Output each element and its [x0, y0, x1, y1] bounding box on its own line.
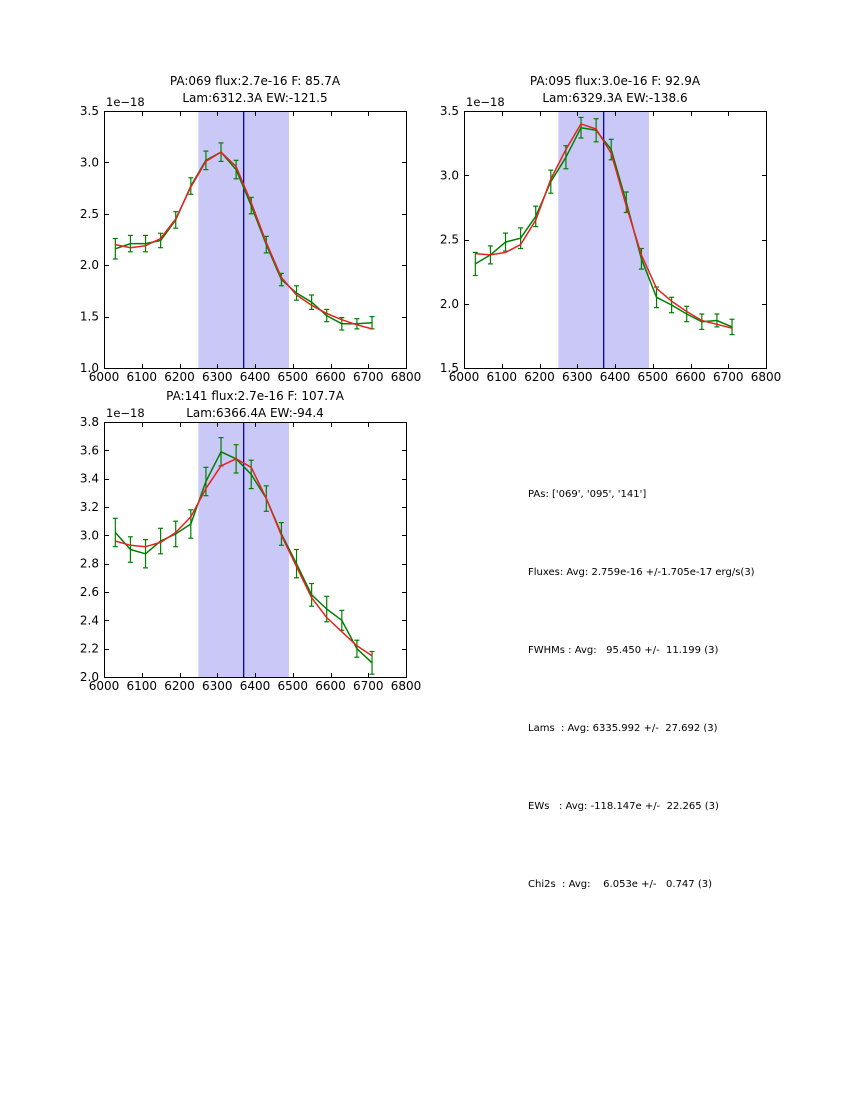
- y-tick-label: 2.0: [79, 670, 99, 684]
- stats-line-fwhms: FWHMs : Avg: 95.450 +/- 11.199 (3): [528, 645, 719, 656]
- plot2-y-offset-label: 1e−18: [466, 95, 505, 109]
- x-tick-label: 6300: [202, 370, 233, 384]
- x-tick-label: 6000: [448, 370, 480, 384]
- y-tick-label: 3.0: [439, 168, 459, 183]
- y-tick-label: 1.5: [439, 361, 459, 375]
- y-tick-label: 3.5: [79, 104, 99, 118]
- y-tick-label: 3.5: [439, 104, 459, 118]
- x-tick-label: 6700: [353, 370, 384, 384]
- x-tick-label: 6400: [239, 679, 271, 693]
- y-tick-label: 2.5: [79, 206, 99, 221]
- stats-line-fluxes: Fluxes: Avg: 2.759e-16 +/-1.705e-17 erg/s(3): [528, 567, 755, 578]
- y-tick-label: 3.2: [79, 500, 99, 514]
- plot1-title: [104, 73, 406, 107]
- x-tick-label: 6800: [390, 370, 422, 384]
- stats-line-lams: Lams : Avg: 6335.992 +/- 27.692 (3): [528, 723, 718, 734]
- x-tick-label: 6200: [524, 370, 555, 384]
- x-tick-label: 6700: [713, 370, 744, 384]
- x-tick-label: 6800: [390, 679, 422, 693]
- plot1-title-line2: Lam:6312.3A EW:-121.5: [182, 91, 328, 105]
- x-tick-label: 6500: [637, 370, 669, 384]
- x-tick-label: 6100: [126, 679, 158, 693]
- y-tick-label: 3.0: [79, 155, 99, 170]
- x-tick-label: 6200: [164, 679, 195, 693]
- x-tick-label: 6600: [315, 370, 346, 384]
- y-tick-label: 2.4: [79, 613, 99, 628]
- stats-line-chi2s: Chi2s : Avg: 6.053e +/- 0.747 (3): [528, 879, 713, 890]
- plot3-title-line1: PA:141 flux:2.7e-16 F: 107.7A: [166, 389, 344, 403]
- x-tick-label: 6800: [750, 370, 782, 384]
- y-tick-label: 2.5: [439, 232, 459, 247]
- plot2-title: [464, 73, 766, 107]
- y-tick-label: 1.0: [79, 361, 99, 375]
- plot-1: [80, 104, 421, 384]
- plot3-title: [104, 388, 406, 422]
- x-tick-label: 6300: [562, 370, 593, 384]
- x-tick-label: 6300: [202, 679, 233, 693]
- y-tick-label: 2.2: [79, 641, 99, 656]
- x-tick-label: 6400: [599, 370, 631, 384]
- y-tick-label: 1.5: [79, 309, 99, 324]
- x-tick-label: 6500: [277, 370, 309, 384]
- plot3-y-offset-label: 1e−18: [106, 406, 145, 420]
- x-tick-label: 6200: [164, 370, 195, 384]
- x-tick-label: 6100: [126, 370, 158, 384]
- y-tick-label: 2.0: [79, 258, 99, 273]
- x-tick-label: 6600: [315, 679, 346, 693]
- x-tick-label: 6700: [353, 679, 384, 693]
- x-tick-label: 6100: [486, 370, 518, 384]
- x-tick-label: 6000: [88, 370, 120, 384]
- stats-line-pas: PAs: ['069', '095', '141']: [528, 489, 647, 500]
- plot1-y-offset-label: 1e−18: [106, 95, 145, 109]
- y-tick-label: 3.6: [79, 443, 99, 458]
- plot3-title-line2: Lam:6366.4A EW:-94.4: [186, 406, 324, 420]
- x-tick-label: 6000: [88, 679, 120, 693]
- stats-line-ews: EWs : Avg: -118.147e +/- 22.265 (3): [528, 801, 719, 812]
- y-tick-label: 3.4: [79, 471, 99, 486]
- plot2-title-line2: Lam:6329.3A EW:-138.6: [542, 91, 688, 105]
- plot2-title-line1: PA:095 flux:3.0e-16 F: 92.9A: [529, 74, 701, 88]
- x-tick-label: 6500: [277, 679, 309, 693]
- plot-3: [80, 415, 421, 693]
- y-tick-label: 3.8: [79, 415, 99, 429]
- plot-2: [440, 104, 781, 384]
- y-tick-label: 2.6: [79, 585, 99, 599]
- plot1-title-line1: PA:069 flux:2.7e-16 F: 85.7A: [169, 74, 341, 88]
- x-tick-label: 6400: [239, 370, 271, 384]
- stats-panel: [528, 430, 755, 950]
- y-tick-label: 2.8: [79, 556, 99, 571]
- x-tick-label: 6600: [675, 370, 706, 384]
- y-tick-label: 2.0: [439, 296, 459, 311]
- y-tick-label: 3.0: [79, 528, 99, 543]
